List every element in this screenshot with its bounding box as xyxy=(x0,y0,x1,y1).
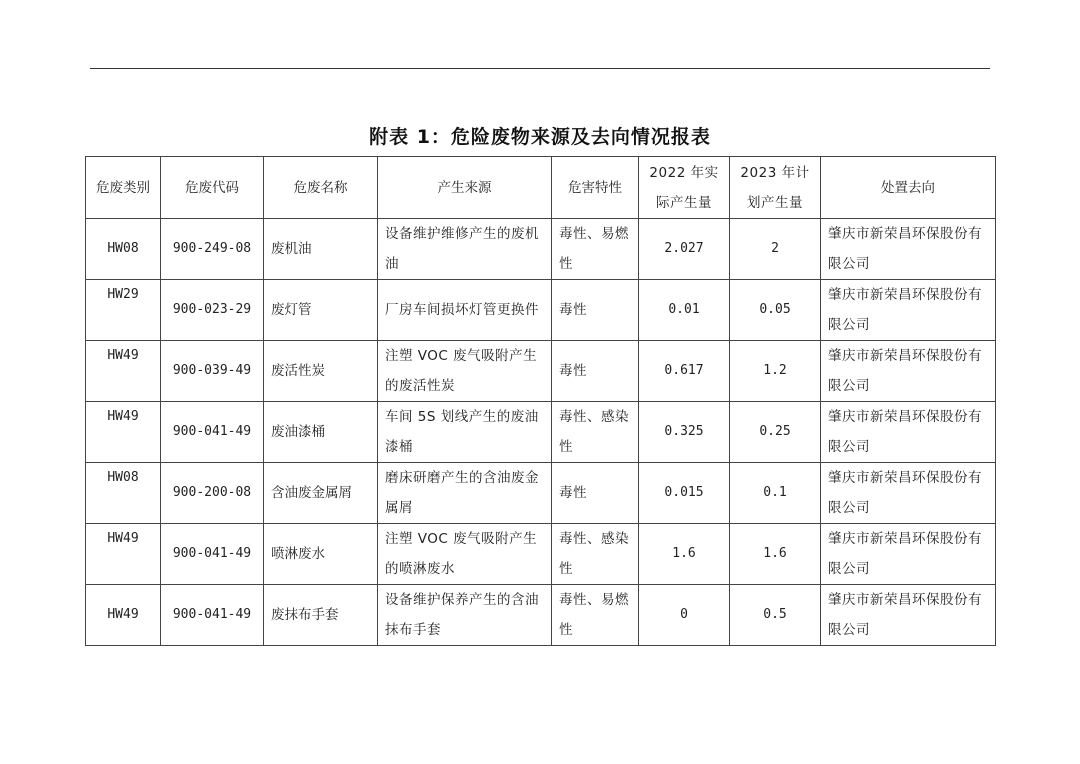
cell-hazard: 毒性 xyxy=(552,280,639,341)
cell-2023-amount: 1.2 xyxy=(730,341,821,402)
cell-hazard: 毒性、感染性 xyxy=(552,524,639,585)
cell-2022-amount: 0.015 xyxy=(639,463,730,524)
cell-name: 废机油 xyxy=(264,219,378,280)
cell-2022-amount: 0 xyxy=(639,585,730,646)
header-name: 危废名称 xyxy=(264,157,378,219)
cell-destination: 肇庆市新荣昌环保股份有限公司 xyxy=(821,280,996,341)
cell-source: 设备维护维修产生的废机油 xyxy=(378,219,552,280)
cell-2023-amount: 0.1 xyxy=(730,463,821,524)
cell-2022-amount: 0.325 xyxy=(639,402,730,463)
cell-destination: 肇庆市新荣昌环保股份有限公司 xyxy=(821,524,996,585)
table-row xyxy=(86,463,996,524)
cell-name: 废活性炭 xyxy=(264,341,378,402)
cell-source: 设备维护保养产生的含油抹布手套 xyxy=(378,585,552,646)
cell-2023-amount: 1.6 xyxy=(730,524,821,585)
cell-code: 900-249-08 xyxy=(161,219,264,280)
cell-source: 车间 5S 划线产生的废油漆桶 xyxy=(378,402,552,463)
cell-source: 注塑 VOC 废气吸附产生的废活性炭 xyxy=(378,341,552,402)
cell-destination: 肇庆市新荣昌环保股份有限公司 xyxy=(821,463,996,524)
cell-source: 磨床研磨产生的含油废金属屑 xyxy=(378,463,552,524)
cell-2022-amount: 0.01 xyxy=(639,280,730,341)
cell-code: 900-041-49 xyxy=(161,524,264,585)
cell-hazard: 毒性、易燃性 xyxy=(552,585,639,646)
header-code: 危废代码 xyxy=(161,157,264,219)
header-category: 危废类别 xyxy=(86,157,161,219)
cell-code: 900-039-49 xyxy=(161,341,264,402)
table-row xyxy=(86,219,996,280)
cell-name: 废灯管 xyxy=(264,280,378,341)
cell-hazard: 毒性、感染性 xyxy=(552,402,639,463)
cell-hazard: 毒性、易燃性 xyxy=(552,219,639,280)
cell-category: HW08 xyxy=(86,463,161,524)
cell-2023-amount: 0.25 xyxy=(730,402,821,463)
table-row xyxy=(86,280,996,341)
cell-category: HW49 xyxy=(86,402,161,463)
cell-destination: 肇庆市新荣昌环保股份有限公司 xyxy=(821,341,996,402)
cell-2023-amount: 0.05 xyxy=(730,280,821,341)
cell-name: 喷淋废水 xyxy=(264,524,378,585)
cell-destination: 肇庆市新荣昌环保股份有限公司 xyxy=(821,585,996,646)
header-rule xyxy=(90,68,990,69)
cell-2022-amount: 2.027 xyxy=(639,219,730,280)
cell-hazard: 毒性 xyxy=(552,463,639,524)
table-row xyxy=(86,402,996,463)
cell-category: HW08 xyxy=(86,219,161,280)
cell-code: 900-041-49 xyxy=(161,585,264,646)
hazardous-waste-table xyxy=(85,156,996,646)
cell-hazard: 毒性 xyxy=(552,341,639,402)
cell-source: 注塑 VOC 废气吸附产生的喷淋废水 xyxy=(378,524,552,585)
header-2023-amount: 2023 年计划产生量 xyxy=(730,157,821,219)
table-row xyxy=(86,341,996,402)
table-header-row xyxy=(86,157,996,219)
cell-category: HW49 xyxy=(86,524,161,585)
table-title: 附表 1：危险废物来源及去向情况报表 xyxy=(369,126,711,148)
cell-destination: 肇庆市新荣昌环保股份有限公司 xyxy=(821,219,996,280)
cell-category: HW49 xyxy=(86,585,161,646)
table-row xyxy=(86,585,996,646)
header-destination: 处置去向 xyxy=(821,157,996,219)
cell-name: 废油漆桶 xyxy=(264,402,378,463)
cell-code: 900-200-08 xyxy=(161,463,264,524)
cell-destination: 肇庆市新荣昌环保股份有限公司 xyxy=(821,402,996,463)
header-source: 产生来源 xyxy=(378,157,552,219)
cell-2023-amount: 0.5 xyxy=(730,585,821,646)
cell-source: 厂房车间损坏灯管更换件 xyxy=(378,280,552,341)
cell-code: 900-023-29 xyxy=(161,280,264,341)
table-row xyxy=(86,524,996,585)
header-hazard: 危害特性 xyxy=(552,157,639,219)
header-2022-amount: 2022 年实际产生量 xyxy=(639,157,730,219)
cell-name: 含油废金属屑 xyxy=(264,463,378,524)
cell-2023-amount: 2 xyxy=(730,219,821,280)
cell-category: HW29 xyxy=(86,280,161,341)
cell-code: 900-041-49 xyxy=(161,402,264,463)
cell-category: HW49 xyxy=(86,341,161,402)
cell-2022-amount: 0.617 xyxy=(639,341,730,402)
cell-2022-amount: 1.6 xyxy=(639,524,730,585)
cell-name: 废抹布手套 xyxy=(264,585,378,646)
